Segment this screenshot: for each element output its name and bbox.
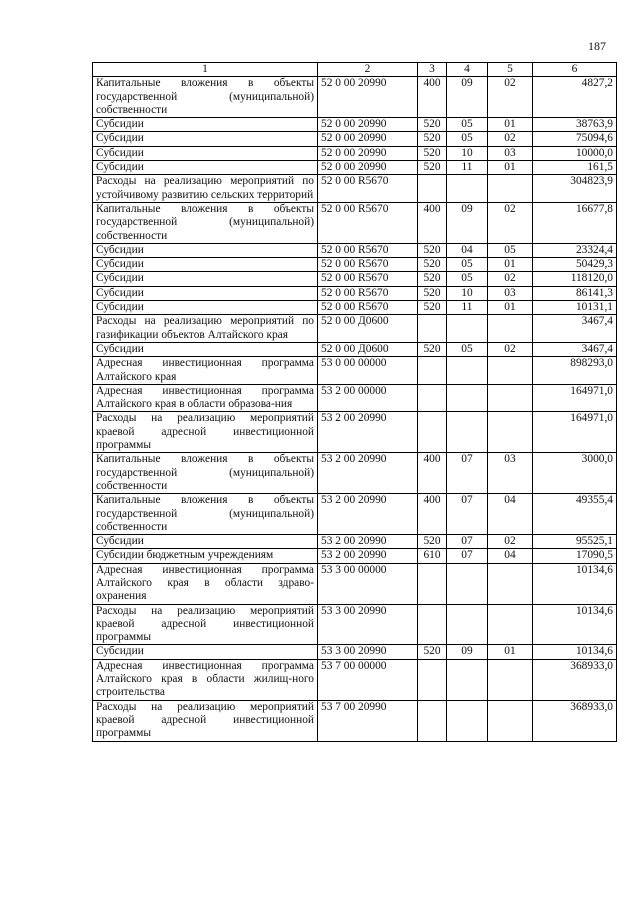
section-cell [447,384,488,412]
table-body [93,77,617,741]
amount-cell: 10134,6 [533,645,617,659]
expense-type-cell: 520 [418,301,447,315]
table-row [93,342,617,356]
expense-type-cell [418,384,447,412]
expense-name-cell: Субсидии [93,146,318,160]
target-code-cell: 53 2 00 20990 [318,549,418,563]
expense-type-cell: 520 [418,535,447,549]
target-code-cell: 52 0 00 R5670 [318,258,418,272]
target-code-cell: 52 0 00 R5670 [318,202,418,243]
section-cell [447,604,488,645]
target-code-cell: 52 0 00 R5670 [318,286,418,300]
expense-type-cell [418,604,447,645]
amount-cell: 17090,5 [533,549,617,563]
subsection-cell: 02 [488,342,533,356]
target-code-cell: 53 2 00 20990 [318,412,418,453]
subsection-cell: 02 [488,132,533,146]
table-row [93,384,617,412]
section-cell: 05 [447,258,488,272]
table-row [93,258,617,272]
subsection-cell: 01 [488,301,533,315]
section-cell: 10 [447,286,488,300]
page-number: 187 [588,39,606,53]
table-row [93,161,617,175]
expense-name-cell: Субсидии бюджетным учреждениям [93,549,318,563]
section-cell: 05 [447,272,488,286]
amount-cell: 898293,0 [533,357,617,385]
table-row [93,202,617,243]
section-cell: 07 [447,494,488,535]
table-row [93,175,617,203]
subsection-cell: 03 [488,146,533,160]
column-header: 6 [533,63,617,77]
expense-name-cell: Адресная инвестиционная программа Алтайского края в области здраво-охранения [93,563,318,604]
expense-type-cell: 400 [418,453,447,494]
section-cell: 09 [447,645,488,659]
table-row [93,301,617,315]
subsection-cell: 02 [488,272,533,286]
expense-type-cell: 520 [418,286,447,300]
target-code-cell: 52 0 00 20990 [318,146,418,160]
table-row [93,357,617,385]
expense-type-cell: 520 [418,258,447,272]
table-row [93,146,617,160]
expense-type-cell: 610 [418,549,447,563]
target-code-cell: 53 7 00 00000 [318,659,418,700]
amount-cell: 161,5 [533,161,617,175]
target-code-cell: 52 0 00 20990 [318,118,418,132]
expense-name-cell: Адресная инвестиционная программа Алтайского края в области жилищ-ного строительства [93,659,318,700]
column-header: 3 [418,63,447,77]
amount-cell: 3000,0 [533,453,617,494]
expense-name-cell: Субсидии [93,342,318,356]
subsection-cell: 01 [488,645,533,659]
section-cell [447,700,488,741]
target-code-cell: 53 3 00 20990 [318,604,418,645]
amount-cell: 10000,0 [533,146,617,160]
subsection-cell: 04 [488,494,533,535]
expense-type-cell: 520 [418,118,447,132]
subsection-cell [488,384,533,412]
expense-name-cell: Расходы на реализацию мероприятий краевой адресной инвестиционной программы [93,700,318,741]
expense-type-cell: 400 [418,77,447,118]
subsection-cell: 02 [488,535,533,549]
expense-name-cell: Расходы на реализацию мероприятий по газификации объектов Алтайского края [93,315,318,343]
subsection-cell [488,659,533,700]
table-row [93,77,617,118]
subsection-cell: 01 [488,161,533,175]
section-cell: 11 [447,161,488,175]
amount-cell: 3467,4 [533,342,617,356]
subsection-cell: 01 [488,258,533,272]
target-code-cell: 53 3 00 20990 [318,645,418,659]
amount-cell: 10131,1 [533,301,617,315]
column-header: 2 [318,63,418,77]
expense-name-cell: Расходы на реализацию мероприятий краевой адресной инвестиционной программы [93,412,318,453]
section-cell [447,659,488,700]
section-cell [447,412,488,453]
section-cell: 10 [447,146,488,160]
expense-type-cell [418,563,447,604]
table-row [93,272,617,286]
amount-cell: 368933,0 [533,700,617,741]
expense-name-cell: Капитальные вложения в объекты государственной (муниципальной) собственности [93,453,318,494]
subsection-cell [488,175,533,203]
expense-type-cell: 520 [418,645,447,659]
target-code-cell: 53 0 00 00000 [318,357,418,385]
subsection-cell: 03 [488,453,533,494]
section-cell: 05 [447,118,488,132]
expense-type-cell: 520 [418,132,447,146]
table-row [93,315,617,343]
section-cell [447,315,488,343]
amount-cell: 164971,0 [533,384,617,412]
target-code-cell: 52 0 00 20990 [318,161,418,175]
section-cell: 05 [447,132,488,146]
section-cell: 05 [447,342,488,356]
table-row [93,286,617,300]
target-code-cell: 52 0 00 Д0600 [318,342,418,356]
subsection-cell [488,412,533,453]
expense-type-cell: 520 [418,243,447,257]
target-code-cell: 52 0 00 Д0600 [318,315,418,343]
subsection-cell [488,604,533,645]
table-row [93,494,617,535]
table-row [93,412,617,453]
amount-cell: 49355,4 [533,494,617,535]
table-row [93,659,617,700]
expense-type-cell: 520 [418,342,447,356]
target-code-cell: 52 0 00 R5670 [318,175,418,203]
expense-name-cell: Адресная инвестиционная программа Алтайского края [93,357,318,385]
expense-name-cell: Субсидии [93,535,318,549]
target-code-cell: 53 3 00 00000 [318,563,418,604]
section-cell: 11 [447,301,488,315]
expense-name-cell: Субсидии [93,645,318,659]
expense-type-cell [418,315,447,343]
expense-type-cell: 400 [418,494,447,535]
section-cell: 07 [447,453,488,494]
section-cell [447,175,488,203]
subsection-cell [488,315,533,343]
target-code-cell: 53 2 00 20990 [318,494,418,535]
expense-name-cell: Субсидии [93,118,318,132]
subsection-cell: 02 [488,202,533,243]
column-header: 4 [447,63,488,77]
table-header-row [93,63,617,77]
table-row [93,535,617,549]
target-code-cell: 52 0 00 R5670 [318,243,418,257]
expense-name-cell: Расходы на реализацию мероприятий по устойчивому развитию сельских территорий [93,175,318,203]
amount-cell: 3467,4 [533,315,617,343]
subsection-cell [488,700,533,741]
target-code-cell: 53 2 00 00000 [318,384,418,412]
section-cell: 07 [447,535,488,549]
target-code-cell: 53 7 00 20990 [318,700,418,741]
expense-name-cell: Капитальные вложения в объекты государственной (муниципальной) собственности [93,77,318,118]
expense-type-cell: 520 [418,146,447,160]
table-row [93,645,617,659]
amount-cell: 75094,6 [533,132,617,146]
table-row [93,604,617,645]
table-row [93,549,617,563]
subsection-cell: 02 [488,77,533,118]
expense-name-cell: Субсидии [93,161,318,175]
expense-name-cell: Расходы на реализацию мероприятий краевой адресной инвестиционной программы [93,604,318,645]
expense-name-cell: Адресная инвестиционная программа Алтайского края в области образова-ния [93,384,318,412]
target-code-cell: 52 0 00 R5670 [318,301,418,315]
amount-cell: 23324,4 [533,243,617,257]
amount-cell: 164971,0 [533,412,617,453]
table-row [93,243,617,257]
expense-name-cell: Субсидии [93,258,318,272]
column-header: 5 [488,63,533,77]
amount-cell: 118120,0 [533,272,617,286]
section-cell [447,357,488,385]
target-code-cell: 52 0 00 20990 [318,132,418,146]
amount-cell: 86141,3 [533,286,617,300]
expense-name-cell: Субсидии [93,286,318,300]
target-code-cell: 52 0 00 R5670 [318,272,418,286]
table-row [93,563,617,604]
expense-type-cell [418,357,447,385]
target-code-cell: 52 0 00 20990 [318,77,418,118]
budget-table [92,62,617,742]
subsection-cell: 05 [488,243,533,257]
amount-cell: 304823,9 [533,175,617,203]
table-row [93,700,617,741]
target-code-cell: 53 2 00 20990 [318,453,418,494]
section-cell: 09 [447,77,488,118]
table-row [93,118,617,132]
amount-cell: 95525,1 [533,535,617,549]
expense-name-cell: Субсидии [93,243,318,257]
subsection-cell: 01 [488,118,533,132]
expense-type-cell [418,659,447,700]
amount-cell: 10134,6 [533,604,617,645]
subsection-cell: 03 [488,286,533,300]
subsection-cell [488,563,533,604]
expense-type-cell: 520 [418,161,447,175]
expense-name-cell: Субсидии [93,132,318,146]
section-cell [447,563,488,604]
section-cell: 09 [447,202,488,243]
amount-cell: 38763,9 [533,118,617,132]
subsection-cell: 04 [488,549,533,563]
amount-cell: 16677,8 [533,202,617,243]
amount-cell: 4827,2 [533,77,617,118]
subsection-cell [488,357,533,385]
expense-type-cell [418,175,447,203]
amount-cell: 50429,3 [533,258,617,272]
expense-type-cell: 400 [418,202,447,243]
amount-cell: 10134,6 [533,563,617,604]
target-code-cell: 53 2 00 20990 [318,535,418,549]
expense-type-cell [418,700,447,741]
amount-cell: 368933,0 [533,659,617,700]
table-row [93,453,617,494]
expense-name-cell: Субсидии [93,301,318,315]
expense-type-cell [418,412,447,453]
table-row [93,132,617,146]
section-cell: 04 [447,243,488,257]
column-header: 1 [93,63,318,77]
expense-name-cell: Капитальные вложения в объекты государственной (муниципальной) собственности [93,494,318,535]
expense-type-cell: 520 [418,272,447,286]
expense-name-cell: Капитальные вложения в объекты государственной (муниципальной) собственности [93,202,318,243]
section-cell: 07 [447,549,488,563]
expense-name-cell: Субсидии [93,272,318,286]
